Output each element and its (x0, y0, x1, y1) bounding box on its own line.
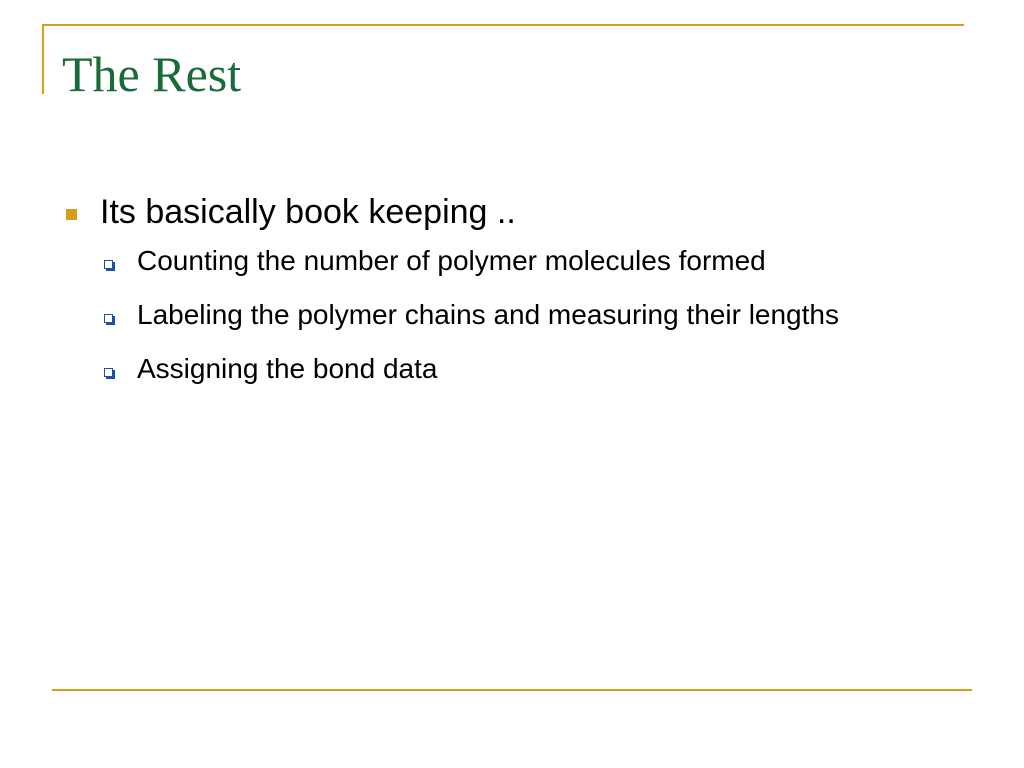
sub-bullet-list (62, 240, 952, 390)
sub-bullet-item (62, 294, 952, 336)
slide-title: The Rest (62, 46, 242, 102)
hollow-square-bullet-icon (104, 314, 113, 323)
sub-bullet-item (62, 348, 952, 390)
hollow-square-bullet-icon (104, 260, 113, 269)
title-frame-top-rule (42, 24, 964, 26)
title-frame-left-rule (42, 24, 44, 94)
bottom-rule (52, 689, 972, 691)
hollow-square-bullet-icon (104, 368, 113, 377)
bullet-text: Its basically book keeping .. (100, 193, 516, 231)
slide-content (62, 190, 952, 402)
sub-bullet-item (62, 240, 952, 282)
sub-bullet-text: Assigning the bond data (137, 353, 438, 384)
sub-bullet-text: Labeling the polymer chains and measuring their lengths (137, 299, 839, 330)
sub-bullet-text: Counting the number of polymer molecules formed (137, 245, 766, 276)
square-bullet-icon (66, 209, 77, 220)
bullet-item (62, 190, 952, 234)
